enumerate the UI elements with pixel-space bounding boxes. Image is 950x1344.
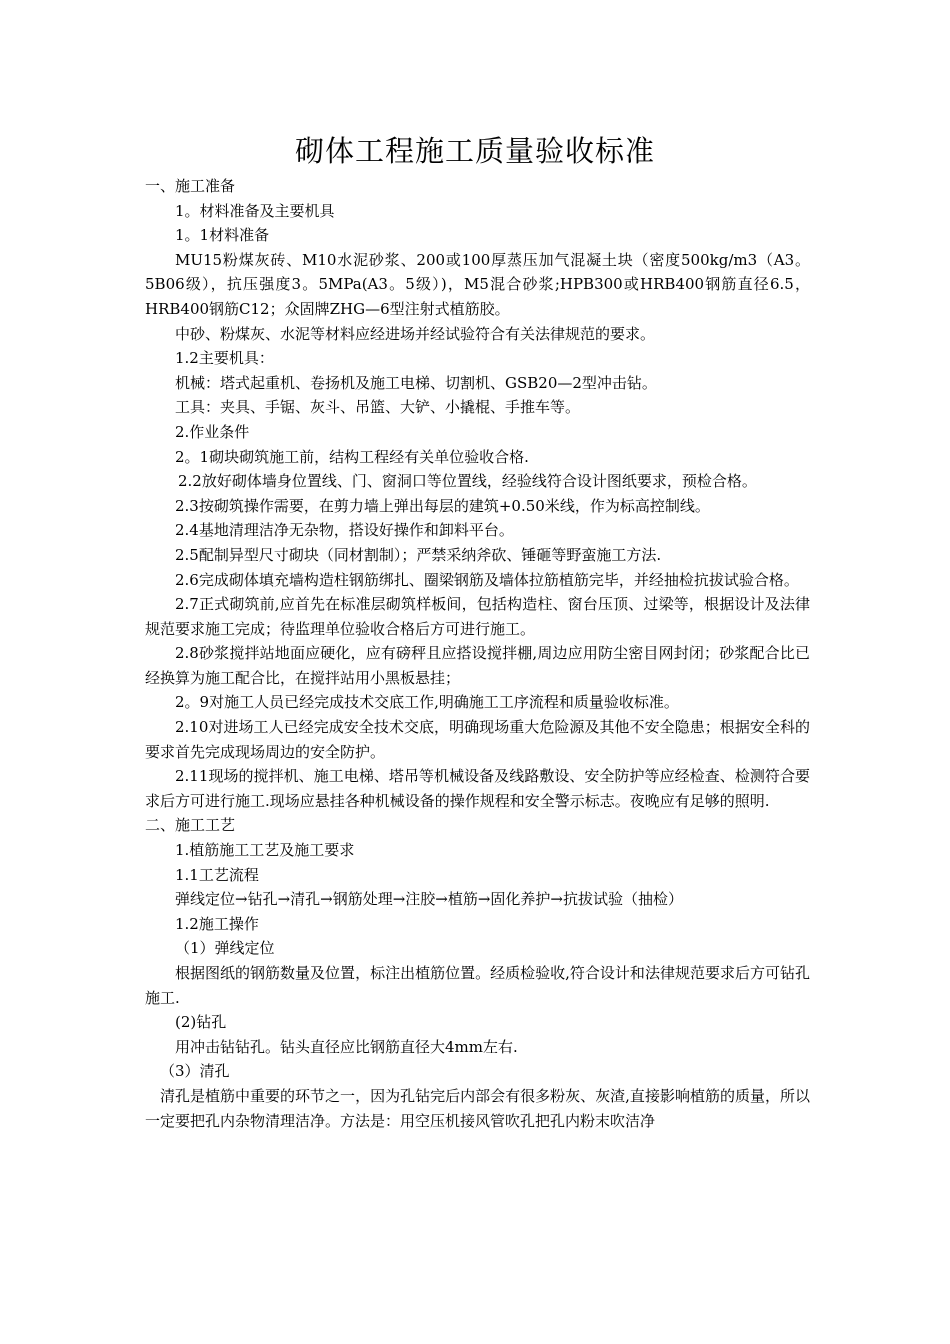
- document-body: [145, 174, 810, 1133]
- paragraph: MU15粉煤灰砖、M10水泥砂浆、200或100厚蒸压加气混凝土块（密度500kg/m3（A3。5B06级），抗压强度3。5MPa(A3。5级）)，M5混合砂浆;HPB300或HRB400钢筋直径6.5，HRB400钢筋C12；众固牌ZHG—6型注射式植筋胶。: [145, 250, 810, 318]
- paragraph: 1.植筋施工工艺及施工要求: [175, 841, 355, 860]
- paragraph: 1。1材料准备: [175, 226, 270, 245]
- paragraph: 2.作业条件: [175, 422, 250, 441]
- paragraph: 2.5配制异型尺寸砌块（同材割制）；严禁采纳斧砍、锤砸等野蛮施工方法.: [175, 545, 662, 564]
- paragraph: 2.10对进场工人已经完成安全技术交底，明确现场重大危险源及其他不安全隐患；根据安全科的要求首先完成现场周边的安全防护。: [145, 718, 810, 761]
- paragraph: 根据图纸的钢筋数量及位置，标注出植筋位置。经质检验收,符合设计和法律规范要求后方可钻孔施工.: [145, 964, 810, 1007]
- paragraph: 一、施工准备: [145, 177, 236, 195]
- paragraph: 1.1工艺流程: [175, 865, 259, 884]
- paragraph: 1.2施工操作: [175, 914, 259, 933]
- paragraph: 1。材料准备及主要机具: [175, 201, 335, 220]
- paragraph: 用冲击钻钻孔。钻头直径应比钢筋直径大4mm左右.: [175, 1037, 518, 1056]
- document-title: 砌体工程施工质量验收标准: [294, 134, 655, 168]
- paragraph: 2.8砂浆搅拌站地面应硬化，应有磅秤且应搭设搅拌棚,周边应用防尘密目网封闭；砂浆配合比已经换算为施工配合比，在搅拌站用小黑板悬挂；: [145, 644, 810, 687]
- paragraph: 2.6完成砌体填充墙构造柱钢筋绑扎、圈梁钢筋及墙体拉筋植筋完毕，并经抽检抗拔试验合格。: [175, 570, 799, 589]
- paragraph: （3）清孔: [160, 1062, 230, 1081]
- paragraph: 2。1砌块砌筑施工前，结构工程经有关单位验收合格.: [175, 447, 529, 466]
- paragraph: 2.3按砌筑操作需要，在剪力墙上弹出每层的建筑+0.50米线，作为标高控制线。: [175, 496, 710, 515]
- paragraph: 2.4基地清理洁净无杂物，搭设好操作和卸料平台。: [175, 521, 514, 540]
- paragraph: 弹线定位→钻孔→清孔→钢筋处理→注胶→植筋→固化养护→抗拔试验（抽检）: [175, 890, 683, 909]
- paragraph: 工具：夹具、手锯、灰斗、吊篮、大铲、小撬棍、手推车等。: [175, 398, 581, 417]
- paragraph: （1）弹线定位: [175, 939, 275, 958]
- paragraph: (2)钻孔: [175, 1013, 227, 1032]
- paragraph: 机械：塔式起重机、卷扬机及施工电梯、切割机、GSB20—2型冲击钻。: [175, 373, 657, 392]
- paragraph: 清孔是植筋中重要的环节之一，因为孔钻完后内部会有很多粉灰、灰渣,直接影响植筋的质量，所以一定要把孔内杂物清理洁净。方法是：用空压机接风管吹孔把孔内粉末吹洁净: [145, 1086, 810, 1130]
- paragraph: 2.11现场的搅拌机、施工电梯、塔吊等机械设备及线路敷设、安全防护等应经检查、检测符合要求后方可进行施工.现场应悬挂各种机械设备的操作规程和安全警示标志。夜晚应有足够的照明.: [145, 767, 810, 810]
- paragraph: 1.2主要机具：: [175, 349, 274, 368]
- paragraph: 2.2放好砌体墙身位置线、门、窗洞口等位置线，经验线符合设计图纸要求，预检合格。: [178, 472, 757, 491]
- paragraph: 中砂、粉煤灰、水泥等材料应经进场并经试验符合有关法律规范的要求。: [175, 324, 656, 343]
- paragraph: 2.7正式砌筑前,应首先在标准层砌筑样板间，包括构造柱、窗台压顶、过梁等，根据设计及法律规范要求施工完成；待监理单位验收合格后方可进行施工。: [145, 595, 810, 638]
- paragraph: 2。9对施工人员已经完成技术交底工作,明确施工工序流程和质量验收标准。: [175, 693, 679, 712]
- paragraph: 二、施工工艺: [145, 816, 236, 835]
